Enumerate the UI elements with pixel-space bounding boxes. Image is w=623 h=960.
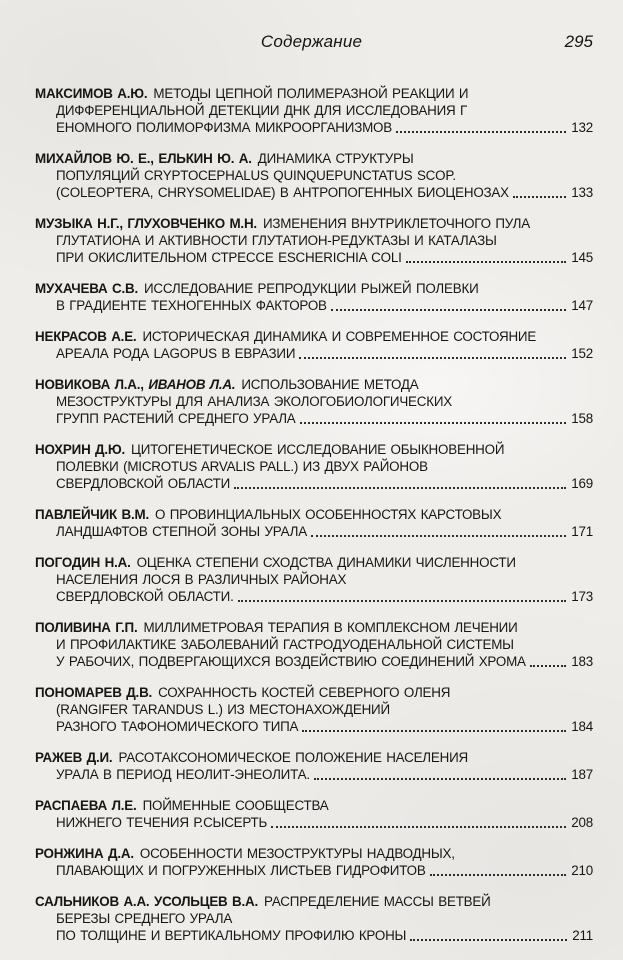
entry-first-line — [35, 554, 593, 571]
entry-first-line — [35, 684, 593, 701]
entry-author: РАЖЕВ Д.И. — [35, 750, 113, 765]
entry-first-line — [35, 797, 593, 814]
entry-author: САЛЬНИКОВ А.А. УСОЛЬЦЕВ В.А. — [35, 894, 259, 909]
entry-title-text: ЦИТОГЕНЕТИЧЕСКОЕ ИССЛЕДОВАНИЕ ОБЫКНОВЕННОЙ — [131, 442, 505, 457]
entry-author: МАКСИМОВ А.Ю. — [35, 86, 148, 101]
entry-page-number: 158 — [571, 411, 593, 426]
entry-title-text: АРЕАЛА РОДА LAGOPUS В ЕВРАЗИИ — [56, 346, 296, 361]
entry-title-text: В ГРАДИЕНТЕ ТЕХНОГЕННЫХ ФАКТОРОВ — [56, 298, 327, 313]
entry-title-text: БЕРЕЗЫ СРЕДНЕГО УРАЛА — [56, 911, 233, 926]
entry-title-text: ПОПУЛЯЦИЙ CRYPTOCEPHALUS QUINQUEPUNCTATUS SCOP. — [56, 168, 456, 183]
entry-authors — [35, 329, 142, 344]
entry-continuation-line — [35, 571, 593, 588]
entry-authors — [35, 377, 241, 392]
toc-entry — [35, 684, 593, 735]
entry-last-line — [35, 297, 593, 314]
entry-continuation-line — [35, 458, 593, 475]
entry-title-text: У РАБОЧИХ, ПОДВЕРГАЮЩИХСЯ ВОЗДЕЙСТВИЮ СОЕДИНЕНИЙ ХРОМА — [56, 654, 526, 669]
entry-title-text: ЕНОМНОГО ПОЛИМОРФИЗМА МИКРООРГАНИЗМОВ — [56, 120, 392, 135]
entry-author: МУЗЫКА Н.Г., ГЛУХОВЧЕНКО М.Н. — [35, 216, 257, 231]
entry-first-line — [35, 85, 593, 102]
entry-title-text: ЛАНДШАФТОВ СТЕПНОЙ ЗОНЫ УРАЛА — [56, 524, 307, 539]
entry-title-text: РАСПРЕДЕЛЕНИЕ МАССЫ ВЕТВЕЙ — [264, 894, 491, 909]
entry-author: МИХАЙЛОВ Ю. Е., ЕЛЬКИН Ю. А. — [35, 151, 252, 166]
entry-author: НОВИКОВА Л.А., — [35, 377, 149, 392]
entry-first-line — [35, 376, 593, 393]
entry-title-text: ПО ТОЛЩИНЕ И ВЕРТИКАЛЬНОМУ ПРОФИЛЮ КРОНЫ — [56, 928, 407, 943]
entry-last-line — [35, 814, 593, 831]
entry-first-line — [35, 749, 593, 766]
entry-page-number: 210 — [571, 863, 593, 878]
entry-page-number: 184 — [571, 719, 593, 734]
dot-leader — [271, 826, 566, 828]
entry-title-text: ИСТОРИЧЕСКАЯ ДИНАМИКА И СОВРЕМЕННОЕ СОСТОЯНИЕ — [142, 329, 537, 344]
entry-author: НЕКРАСОВ А.Е. — [35, 329, 137, 344]
dot-leader — [234, 487, 566, 489]
toc-entry — [35, 280, 593, 314]
entry-title-text: РАЗНОГО ТАФОНОМИЧЕСКОГО ТИПА — [56, 719, 299, 734]
dot-leader — [396, 131, 566, 133]
entry-authors — [35, 685, 158, 700]
entry-title-text: ИСПОЛЬЗОВАНИЕ МЕТОДА — [241, 377, 419, 392]
entry-last-line — [35, 410, 593, 427]
entry-author: РОНЖИНА Д.А. — [35, 846, 134, 861]
entry-title-text: ОСОБЕННОСТИ МЕЗОСТРУКТУРЫ НАДВОДНЫХ, — [139, 846, 455, 861]
entry-authors — [35, 442, 131, 457]
entry-authors — [35, 507, 155, 522]
entry-first-line — [35, 441, 593, 458]
entry-page-number: 152 — [571, 346, 593, 361]
entry-last-line — [35, 862, 593, 879]
entry-page-number: 173 — [571, 589, 593, 604]
entry-first-line — [35, 280, 593, 297]
entry-title-text: РАСОТАКСОНОМИЧЕСКОЕ ПОЛОЖЕНИЕ НАСЕЛЕНИЯ — [118, 750, 468, 765]
entry-authors — [35, 894, 264, 909]
entry-first-line — [35, 619, 593, 636]
entry-title-text: ПОЛЕВКИ (MICROTUS ARVALIS PALL.) ИЗ ДВУХ РАЙОНОВ — [56, 459, 428, 474]
entry-author: НОХРИН Д.Ю. — [35, 442, 126, 457]
entry-authors — [35, 555, 137, 570]
toc-entry — [35, 376, 593, 427]
page-title: Содержание — [260, 32, 363, 51]
toc-entry — [35, 150, 593, 201]
entry-first-line — [35, 150, 593, 167]
toc-entry — [35, 554, 593, 605]
page-header — [0, 32, 623, 54]
entry-title-text: СВЕРДЛОВСКОЙ ОБЛАСТИ — [56, 476, 231, 491]
entry-last-line — [35, 588, 593, 605]
entry-author: ПОНОМАРЕВ Д.В. — [35, 685, 153, 700]
entry-page-number: 133 — [571, 185, 593, 200]
entry-author-italic: ИВАНОВ Л.А. — [148, 377, 236, 392]
entry-authors — [35, 750, 118, 765]
dot-leader — [238, 600, 567, 602]
toc-entry — [35, 619, 593, 670]
dot-leader — [331, 309, 566, 311]
entry-title-text: ДИФФЕРЕНЦИАЛЬНОЙ ДЕТЕКЦИИ ДНК ДЛЯ ИССЛЕДОВАНИЯ Г — [56, 103, 468, 118]
entry-continuation-line — [35, 167, 593, 184]
entry-page-number: 145 — [571, 250, 593, 265]
entry-title-text: О ПРОВИНЦИАЛЬНЫХ ОСОБЕННОСТЯХ КАРСТОВЫХ — [154, 507, 502, 522]
entry-author: ПОГОДИН Н.А. — [35, 555, 131, 570]
entry-page-number: 132 — [571, 120, 593, 135]
entry-last-line — [35, 184, 593, 201]
toc-entry — [35, 845, 593, 879]
entry-authors — [35, 620, 143, 635]
entry-last-line — [35, 119, 593, 136]
entry-first-line — [35, 506, 593, 523]
toc-entries — [35, 85, 593, 958]
dot-leader — [530, 665, 566, 667]
entry-author: ПАВЛЕЙЧИК В.М. — [35, 507, 149, 522]
entry-title-text: НИЖНЕГО ТЕЧЕНИЯ Р.СЫСЕРТЬ — [56, 815, 268, 830]
toc-entry — [35, 797, 593, 831]
entry-first-line — [35, 328, 593, 345]
entry-title-text: ГРУПП РАСТЕНИЙ СРЕДНЕГО УРАЛА — [56, 411, 296, 426]
dot-leader — [430, 874, 567, 876]
entry-page-number: 169 — [571, 476, 593, 491]
entry-title-text: (COLEOPTERA, CHRYSOMELIDAE) В АНТРОПОГЕННЫХ БИОЦЕНОЗАХ — [56, 185, 509, 200]
page-number: 295 — [564, 32, 593, 51]
entry-authors — [35, 86, 153, 101]
entry-last-line — [35, 475, 593, 492]
entry-title-text: СОХРАННОСТЬ КОСТЕЙ СЕВЕРНОГО ОЛЕНЯ — [158, 685, 451, 700]
entry-page-number: 208 — [571, 815, 593, 830]
entry-title-text: УРАЛА В ПЕРИОД НЕОЛИТ-ЭНЕОЛИТА. — [56, 767, 310, 782]
entry-last-line — [35, 345, 593, 362]
entry-title-text: ОЦЕНКА СТЕПЕНИ СХОДСТВА ДИНАМИКИ ЧИСЛЕННОСТИ — [136, 555, 516, 570]
entry-title-text: МЕТОДЫ ЦЕПНОЙ ПОЛИМЕРАЗНОЙ РЕАКЦИИ И — [153, 86, 469, 101]
entry-title-text: ДИНАМИКА СТРУКТУРЫ — [257, 151, 414, 166]
toc-entry — [35, 85, 593, 136]
entry-last-line — [35, 766, 593, 783]
entry-title-text: МЕЗОСТРУКТУРЫ ДЛЯ АНАЛИЗА ЭКОЛОГОБИОЛОГИЧЕСКИХ — [56, 394, 453, 409]
toc-entry — [35, 215, 593, 266]
entry-continuation-line — [35, 910, 593, 927]
toc-entry — [35, 893, 593, 944]
entry-continuation-line — [35, 701, 593, 718]
entry-title-text: ПЛАВАЮЩИХ И ПОГРУЖЕННЫХ ЛИСТЬЕВ ГИДРОФИТОВ — [56, 863, 426, 878]
entry-first-line — [35, 215, 593, 232]
toc-entry — [35, 328, 593, 362]
entry-page-number: 171 — [571, 524, 593, 539]
entry-last-line — [35, 653, 593, 670]
dot-leader — [299, 357, 566, 359]
entry-continuation-line — [35, 102, 593, 119]
entry-last-line — [35, 523, 593, 540]
dot-leader — [311, 535, 566, 537]
entry-title-text: ПОЙМЕННЫЕ СООБЩЕСТВА — [142, 798, 329, 813]
entry-author: МУХАЧЕВА С.В. — [35, 281, 138, 296]
toc-entry — [35, 441, 593, 492]
entry-page-number: 211 — [572, 928, 593, 943]
toc-entry — [35, 506, 593, 540]
entry-continuation-line — [35, 232, 593, 249]
entry-title-text: (RANGIFER TARANDUS L.) ИЗ МЕСТОНАХОЖДЕНИЙ — [56, 702, 390, 717]
entry-title-text: ИЗМЕНЕНИЯ ВНУТРИКЛЕТОЧНОГО ПУЛА — [262, 216, 530, 231]
entry-first-line — [35, 845, 593, 862]
entry-first-line — [35, 893, 593, 910]
dot-leader — [300, 422, 567, 424]
entry-author: ПОЛИВИНА Г.П. — [35, 620, 138, 635]
entry-title-text: СВЕРДЛОВСКОЙ ОБЛАСТИ. — [56, 589, 234, 604]
entry-authors — [35, 281, 144, 296]
entry-authors — [35, 846, 140, 861]
entry-title-text: И ПРОФИЛАКТИКЕ ЗАБОЛЕВАНИЙ ГАСТРОДУОДЕНАЛЬНОЙ СИСТЕМЫ — [56, 637, 514, 652]
entry-page-number: 183 — [571, 654, 593, 669]
dot-leader — [410, 939, 567, 941]
entry-continuation-line — [35, 636, 593, 653]
entry-title-text: ПРИ ОКИСЛИТЕЛЬНОМ СТРЕССЕ ESCHERICHIA COLI — [56, 250, 402, 265]
entry-page-number: 187 — [571, 767, 593, 782]
entry-last-line — [35, 927, 593, 944]
dot-leader — [302, 730, 566, 732]
entry-title-text: ГЛУТАТИОНА И АКТИВНОСТИ ГЛУТАТИОН-РЕДУКТАЗЫ И КАТАЛАЗЫ — [56, 233, 497, 248]
entry-title-text: НАСЕЛЕНИЯ ЛОСЯ В РАЗЛИЧНЫХ РАЙОНАХ — [56, 572, 347, 587]
entry-authors — [35, 216, 263, 231]
entry-continuation-line — [35, 393, 593, 410]
entry-authors — [35, 151, 258, 166]
entry-title-text: МИЛЛИМЕТРОВАЯ ТЕРАПИЯ В КОМПЛЕКСНОМ ЛЕЧЕНИИ — [143, 620, 518, 635]
entry-last-line — [35, 718, 593, 735]
entry-author: РАСПАЕВА Л.Е. — [35, 798, 137, 813]
dot-leader — [406, 261, 567, 263]
entry-page-number: 147 — [571, 298, 593, 313]
entry-title-text: ИССЛЕДОВАНИЕ РЕПРОДУКЦИИ РЫЖЕЙ ПОЛЕВКИ — [143, 281, 479, 296]
dot-leader — [513, 196, 566, 198]
entry-authors — [35, 798, 143, 813]
toc-entry — [35, 749, 593, 783]
dot-leader — [314, 778, 566, 780]
entry-last-line — [35, 249, 593, 266]
